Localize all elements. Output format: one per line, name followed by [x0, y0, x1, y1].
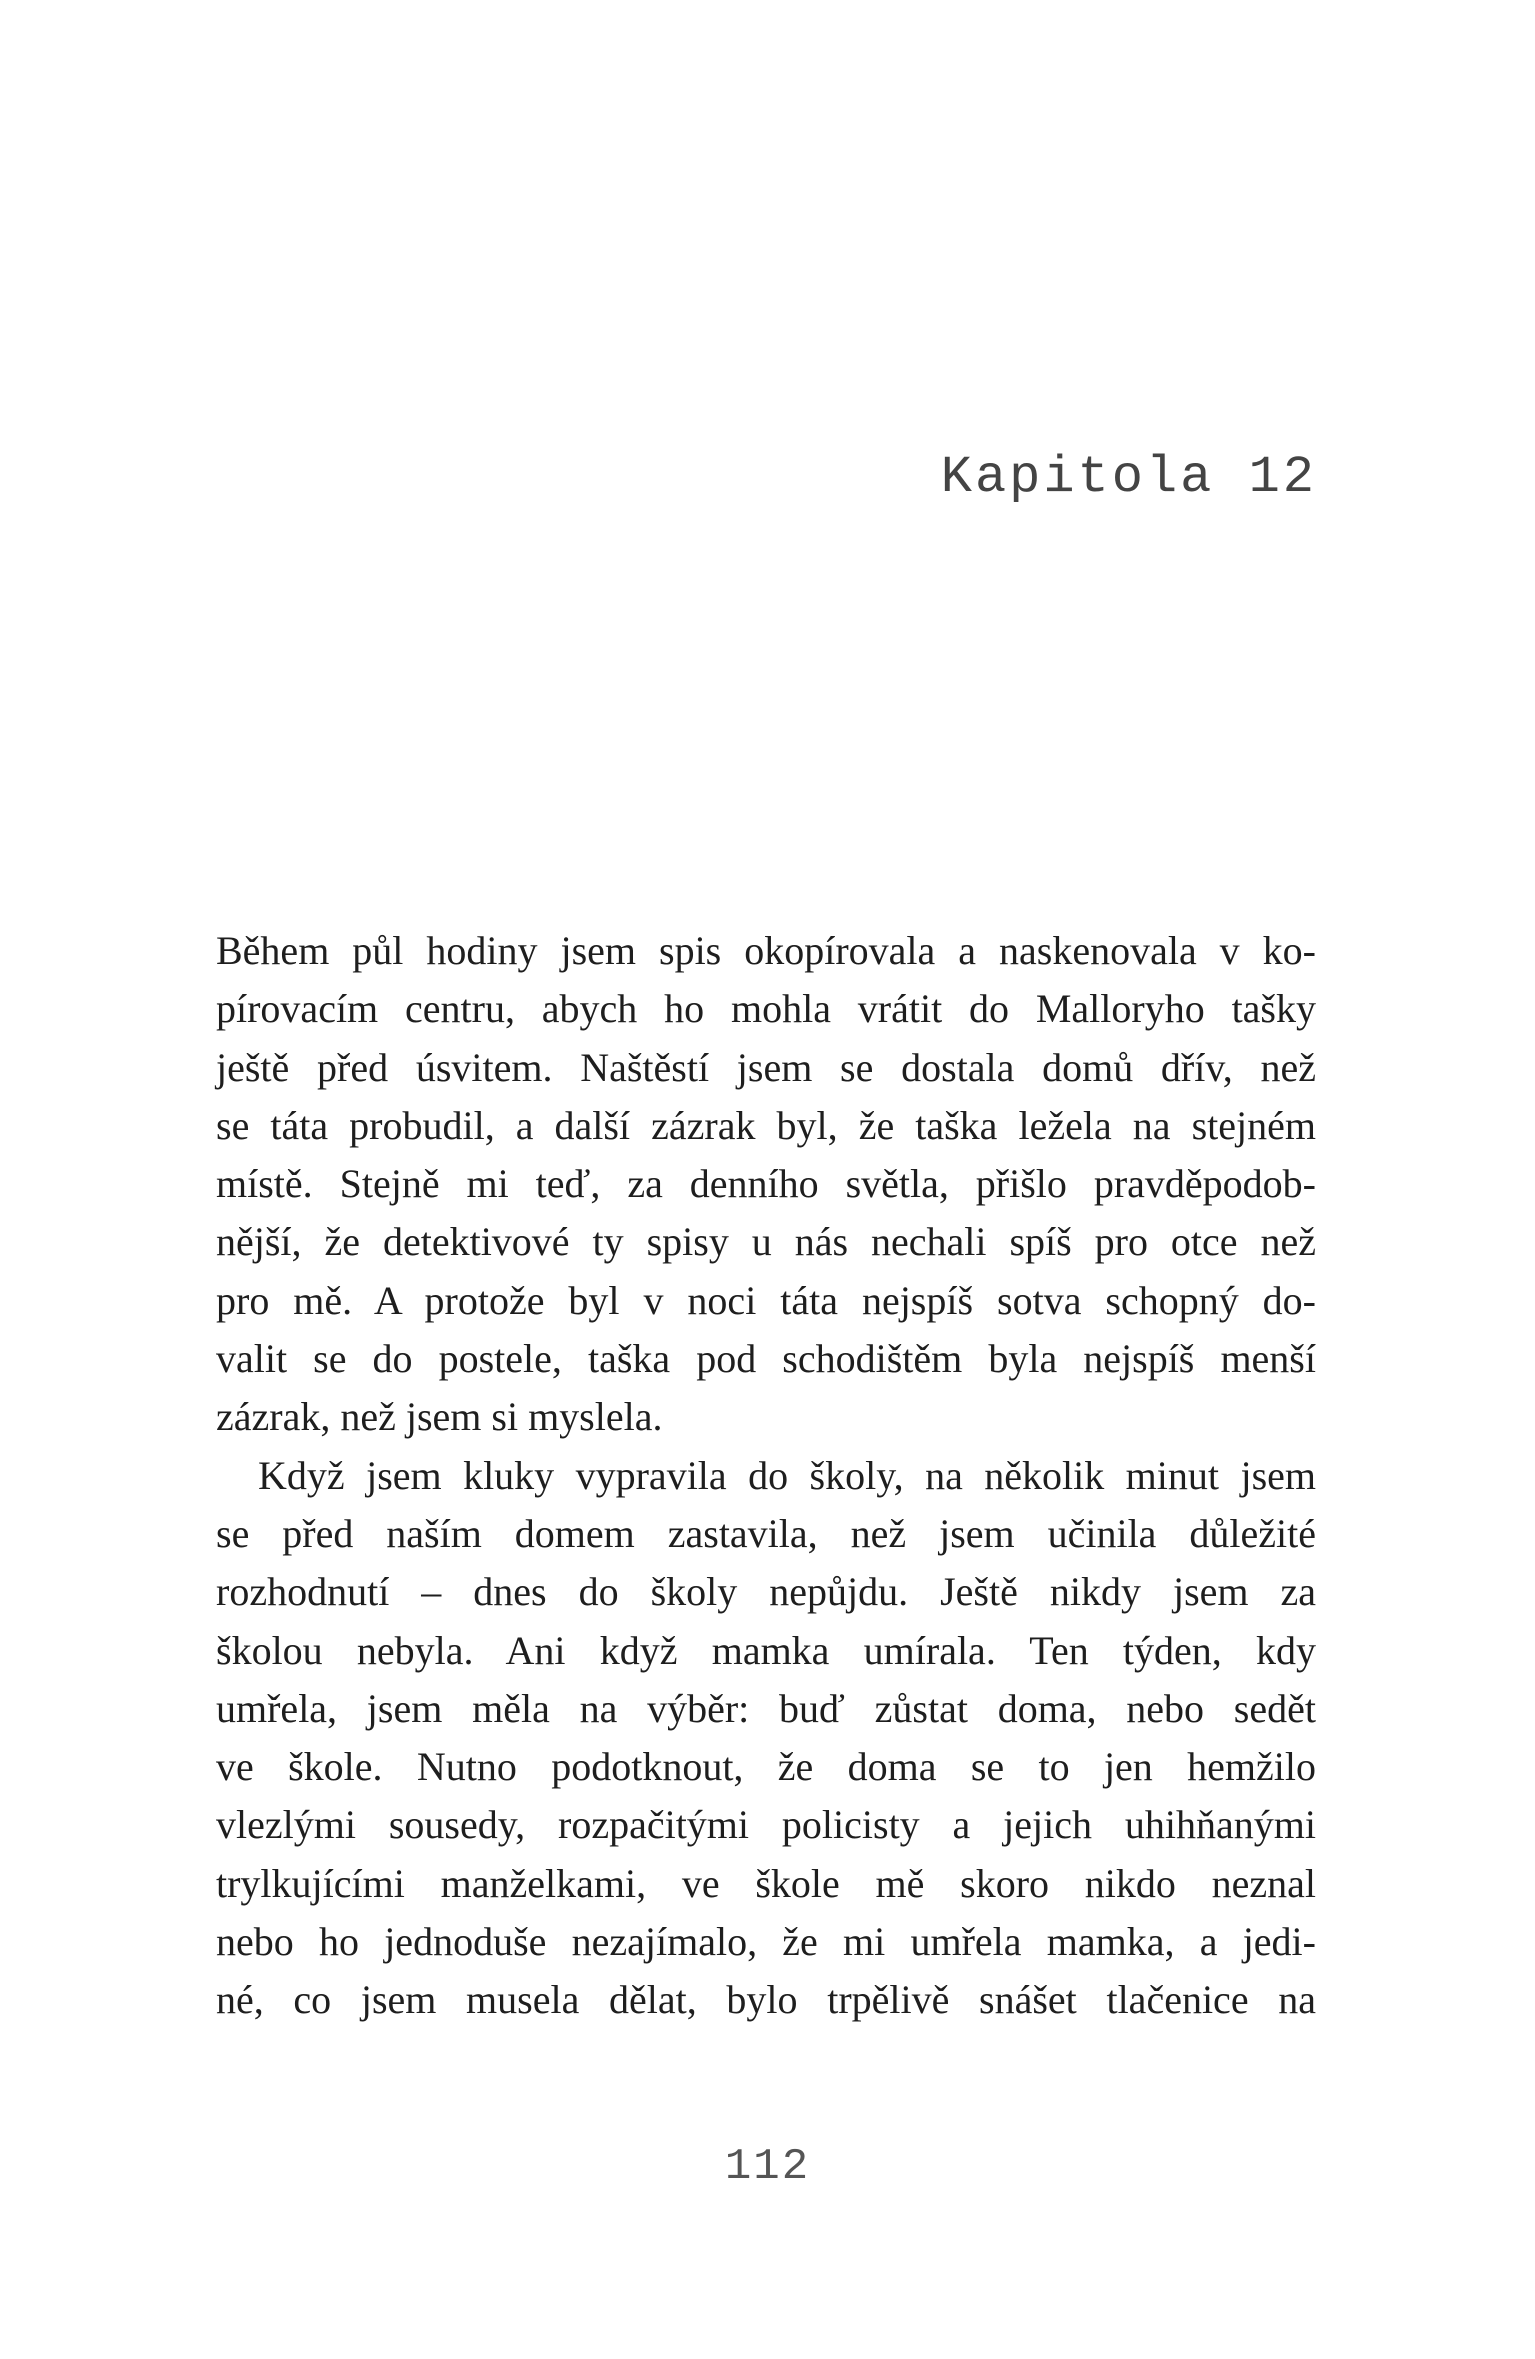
- text-line: vlezlými sousedy, rozpačitými policisty a jejich uhihňanými: [216, 1802, 1316, 1848]
- text-line: ještě před úsvitem. Naštěstí jsem se dostala domů dřív, než: [216, 1044, 1316, 1090]
- paragraph-1: [216, 922, 1316, 1447]
- text-line: pírovacím centru, abych ho mohla vrátit do Malloryho tašky: [216, 986, 1316, 1032]
- text-line: zázrak, než jsem si myslela.: [216, 1394, 663, 1440]
- text-line: ve škole. Nutno podotknout, že doma se to jen hemžilo: [216, 1744, 1316, 1790]
- text-line: né, co jsem musela dělat, bylo trpělivě snášet tlačenice na: [216, 1977, 1316, 2023]
- text-line: valit se do postele, taška pod schodištěm byla nejspíš menší: [216, 1336, 1316, 1382]
- text-line: se táta probudil, a další zázrak byl, že taška ležela na stejném: [216, 1102, 1316, 1148]
- text-line: umřela, jsem měla na výběr: buď zůstat doma, nebo sedět: [216, 1685, 1316, 1731]
- text-line: Když jsem kluky vypravila do školy, na několik minut jsem: [258, 1452, 1316, 1498]
- text-line: se před naším domem zastavila, než jsem učinila důležité: [216, 1510, 1316, 1556]
- text-line: Během půl hodiny jsem spis okopírovala a naskenovala v ko-: [216, 928, 1316, 973]
- chapter-title: Kapitola 12: [940, 448, 1317, 507]
- text-line: nebo ho jednoduše nezajímalo, že mi umřela mamka, a jedi-: [216, 1919, 1316, 1965]
- text-line: školou nebyla. Ani když mamka umírala. Ten týden, kdy: [216, 1627, 1316, 1673]
- page-number: 112: [724, 2142, 811, 2192]
- text-line: místě. Stejně mi teď, za denního světla, přišlo pravděpodob-: [216, 1161, 1316, 1207]
- text-line: rozhodnutí – dnes do školy nepůjdu. Ještě nikdy jsem za: [216, 1569, 1316, 1615]
- body-text: [216, 922, 1316, 2030]
- text-line: trylkujícími manželkami, ve škole mě skoro nikdo neznal: [216, 1860, 1316, 1906]
- paragraph-2: [216, 1447, 1316, 2030]
- text-line: pro mě. A protože byl v noci táta nejspíš sotva schopný do-: [216, 1277, 1316, 1323]
- text-line: nější, že detektivové ty spisy u nás nechali spíš pro otce než: [216, 1219, 1316, 1265]
